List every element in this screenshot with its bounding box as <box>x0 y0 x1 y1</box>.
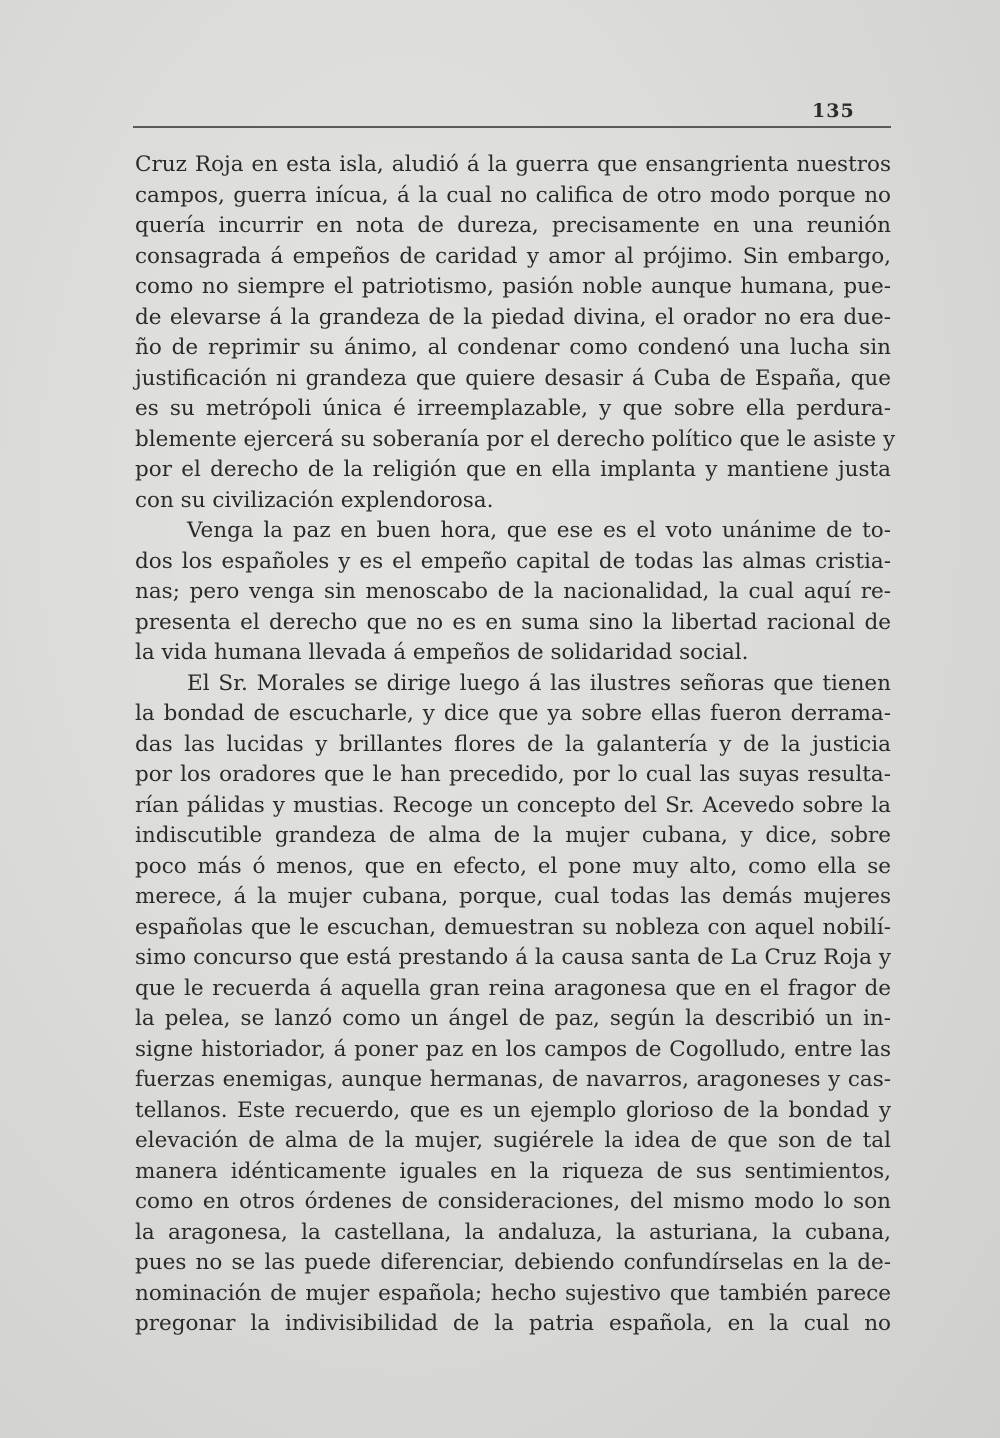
text-line: rían pálidas y mustias. Recoge un concepto del Sr. Acevedo sobre la <box>135 792 891 818</box>
text-line: quería incurrir en nota de dureza, precisamente en una reunión <box>135 213 891 238</box>
text-line: ño de reprimir su ánimo, al condenar como condenó una lucha sin <box>135 335 891 360</box>
header-rule <box>133 126 891 128</box>
text-line: elevación de alma de la mujer, sugiérele la idea de que son de tal <box>135 1128 891 1153</box>
text-line: Cruz Roja en esta isla, aludió á la guerra que ensangrienta nuestros <box>135 152 891 177</box>
text-line: pues no se las puede diferenciar, debiendo confundírselas en la de- <box>135 1250 891 1275</box>
text-line: españolas que le escuchan, demuestran su nobleza con aquel nobilí- <box>135 914 891 940</box>
text-line: simo concurso que está prestando á la causa santa de La Cruz Roja y <box>135 945 891 970</box>
text-line: como en otros órdenes de consideraciones, del mismo modo lo son <box>135 1189 891 1214</box>
text-line: presenta el derecho que no es en suma sino la libertad racional de <box>135 609 891 635</box>
text-line: fuerzas enemigas, aunque hermanas, de navarros, aragoneses y cas- <box>135 1067 891 1092</box>
text-line: merece, á la mujer cubana, porque, cual todas las demás mujeres <box>135 884 891 909</box>
text-line: das las lucidas y brillantes flores de la galantería y de la justicia <box>135 731 891 757</box>
text-line: poco más ó menos, que en efecto, el pone muy alto, como ella se <box>135 853 891 879</box>
text-line: signe historiador, á poner paz en los campos de Cogolludo, entre las <box>135 1036 891 1062</box>
text-line: justificación ni grandeza que quiere desasir á Cuba de España, que <box>135 365 891 391</box>
text-line: blemente ejercerá su soberanía por el derecho político que le asiste y <box>135 426 896 452</box>
text-line: la pelea, se lanzó como un ángel de paz, según la describió un in- <box>135 1006 891 1031</box>
text-line: campos, guerra inícua, á la cual no califica de otro modo porque no <box>135 182 891 208</box>
text-line: es su metrópoli única é irreemplazable, y que sobre ella perdura- <box>135 396 891 421</box>
text-line: consagrada á empeños de caridad y amor al prójimo. Sin embargo, <box>135 243 891 269</box>
text-line: que le recuerda á aquella gran reina aragonesa que en el fragor de <box>135 975 891 1001</box>
text-line: la vida humana llevada á empeños de solidaridad social. <box>135 640 749 665</box>
text-line: nas; pero venga sin menoscabo de la nacionalidad, la cual aquí re- <box>135 579 891 604</box>
page-number: 135 <box>812 100 855 122</box>
text-line: con su civilización explendorosa. <box>135 487 494 513</box>
text-line: El Sr. Morales se dirige luego á las ilustres señoras que tienen <box>187 670 891 696</box>
text-line: dos los españoles y es el empeño capital de todas las almas cristia- <box>135 548 891 574</box>
text-line: tellanos. Este recuerdo, que es un ejemplo glorioso de la bondad y <box>135 1097 891 1123</box>
text-line: de elevarse á la grandeza de la piedad divina, el orador no era due- <box>135 304 891 330</box>
text-line: por el derecho de la religión que en ella implanta y mantiene justa <box>135 457 891 482</box>
text-line: pregonar la indivisibilidad de la patria española, en la cual no <box>135 1311 891 1336</box>
text-line: la aragonesa, la castellana, la andaluza, la asturiana, la cubana, <box>135 1219 891 1245</box>
body-text <box>135 150 896 1340</box>
text-line: la bondad de escucharle, y dice que ya sobre ellas fueron derrama- <box>135 701 891 726</box>
text-line: indiscutible grandeza de alma de la mujer cubana, y dice, sobre <box>135 823 891 848</box>
text-line: por los oradores que le han precedido, por lo cual las suyas resulta- <box>135 762 891 787</box>
text-line: Venga la paz en buen hora, que ese es el voto unánime de to- <box>187 518 891 543</box>
text-line: como no siempre el patriotismo, pasión noble aunque humana, pue- <box>135 274 891 299</box>
text-line: manera idénticamente iguales en la riqueza de sus sentimientos, <box>135 1158 891 1184</box>
text-line: nominación de mujer española; hecho sujestivo que también parece <box>135 1280 891 1306</box>
